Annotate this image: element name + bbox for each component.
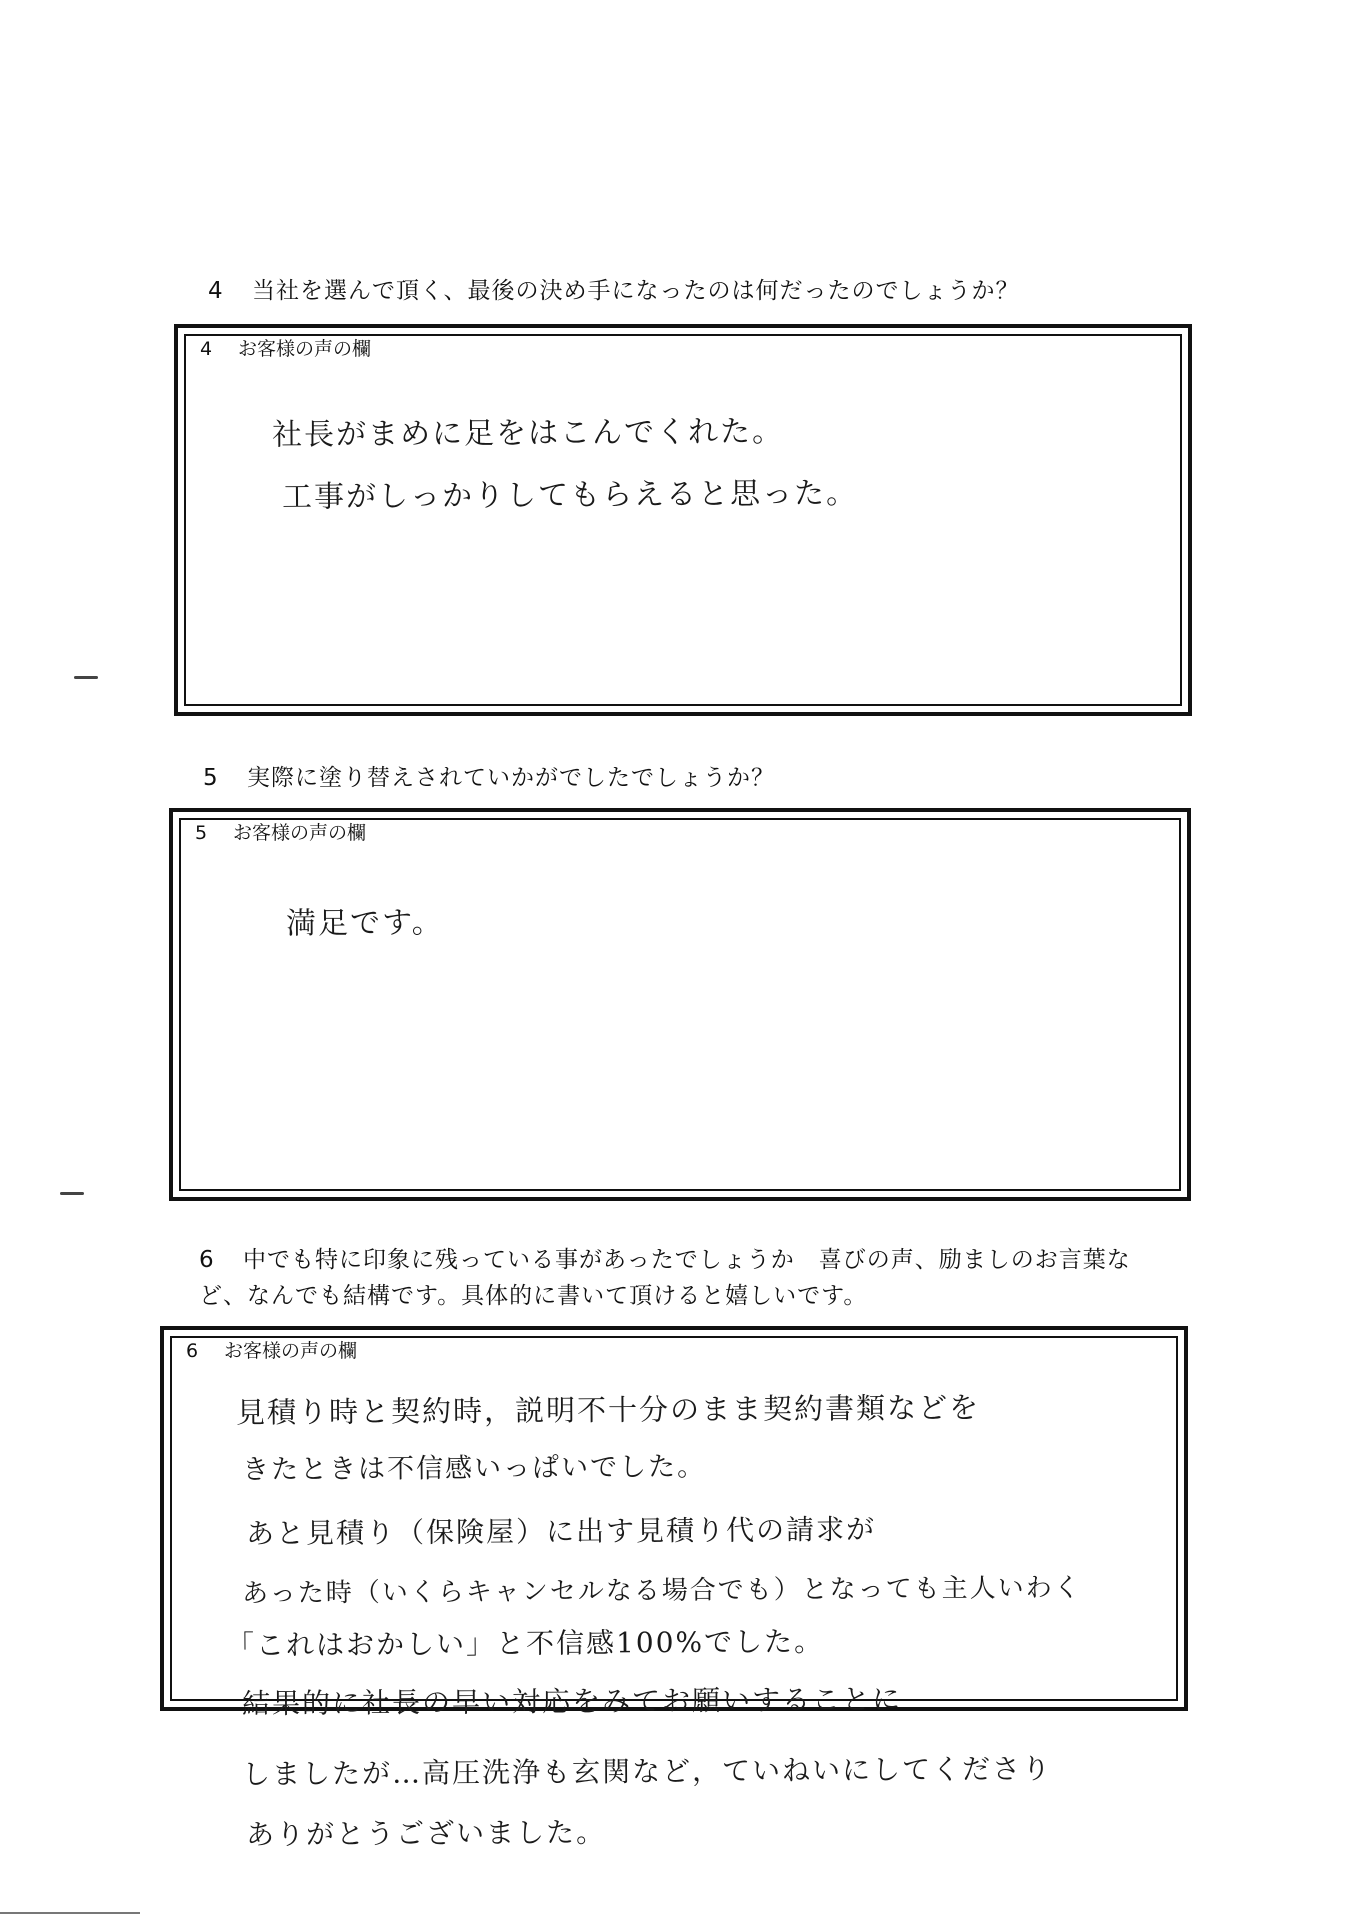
handwritten-answer-line: ありがとうございました。: [245, 1815, 607, 1852]
question-4: [208, 273, 1020, 309]
box-number: 4: [200, 338, 213, 360]
box-inner-border: [179, 818, 1181, 1191]
handwritten-answer-line: 見積り時と契約時，説明不十分のまま契約書類などを: [235, 1390, 981, 1430]
question-number: 4: [208, 278, 224, 304]
question-number: 5: [203, 765, 219, 791]
handwritten-answer-line: 結果的に社長の早い対応をみてお願いすることに: [241, 1682, 903, 1721]
box-label: [195, 818, 366, 845]
box-label: [186, 1336, 357, 1363]
handwritten-answer-line: しましたが…高圧洗浄も玄関など，ていねいにしてくださり: [241, 1752, 1053, 1791]
handwritten-answer-line: 満足です。: [285, 905, 444, 942]
answer-box-5: [169, 808, 1191, 1201]
handwritten-answer-line: あった時（いくらキャンセルなる場合でも）となっても主人いわく: [241, 1573, 1082, 1609]
question-text: 実際に塗り替えされていかがでしたでしょうか？: [247, 765, 775, 791]
box-label-text: お客様の声の欄: [238, 338, 372, 360]
handwritten-answer-line: 社長がまめに足をはこんでくれた。: [271, 414, 785, 453]
box-inner-border: [184, 334, 1182, 706]
scan-edge-line: [0, 1912, 140, 1914]
question-text: 当社を選んで頂く、最後の決め手になったのは何だったのでしょうか？: [252, 278, 1020, 304]
handwritten-answer-line: 工事がしっかりしてもらえると思った。: [281, 475, 859, 516]
question-text-line1: 中でも特に印象に残っている事があったでしょうか 喜びの声、励ましのお言葉な: [243, 1247, 1131, 1273]
box-label-text: お客様の声の欄: [233, 822, 367, 844]
question-text-line2: ど、なんでも結構です。具体的に書いて頂けると嬉しいです。: [199, 1283, 868, 1309]
answer-box-4: [174, 324, 1192, 716]
handwritten-answer-line: きたときは不信感いっぱいでした。: [241, 1451, 707, 1486]
question-number: 6: [199, 1247, 215, 1273]
box-label: [200, 334, 371, 361]
box-number: 6: [186, 1340, 199, 1362]
margin-mark: [74, 676, 98, 679]
box-label-text: お客様の声の欄: [224, 1340, 358, 1362]
handwritten-answer-line: 「これはおかしい」と不信感100%でした。: [225, 1624, 825, 1663]
question-6: [199, 1242, 1229, 1314]
question-5: [203, 760, 775, 796]
margin-mark: [60, 1192, 84, 1195]
handwritten-answer-line: あと見積り（保険屋）に出す見積り代の請求が: [245, 1512, 877, 1551]
box-number: 5: [195, 822, 208, 844]
